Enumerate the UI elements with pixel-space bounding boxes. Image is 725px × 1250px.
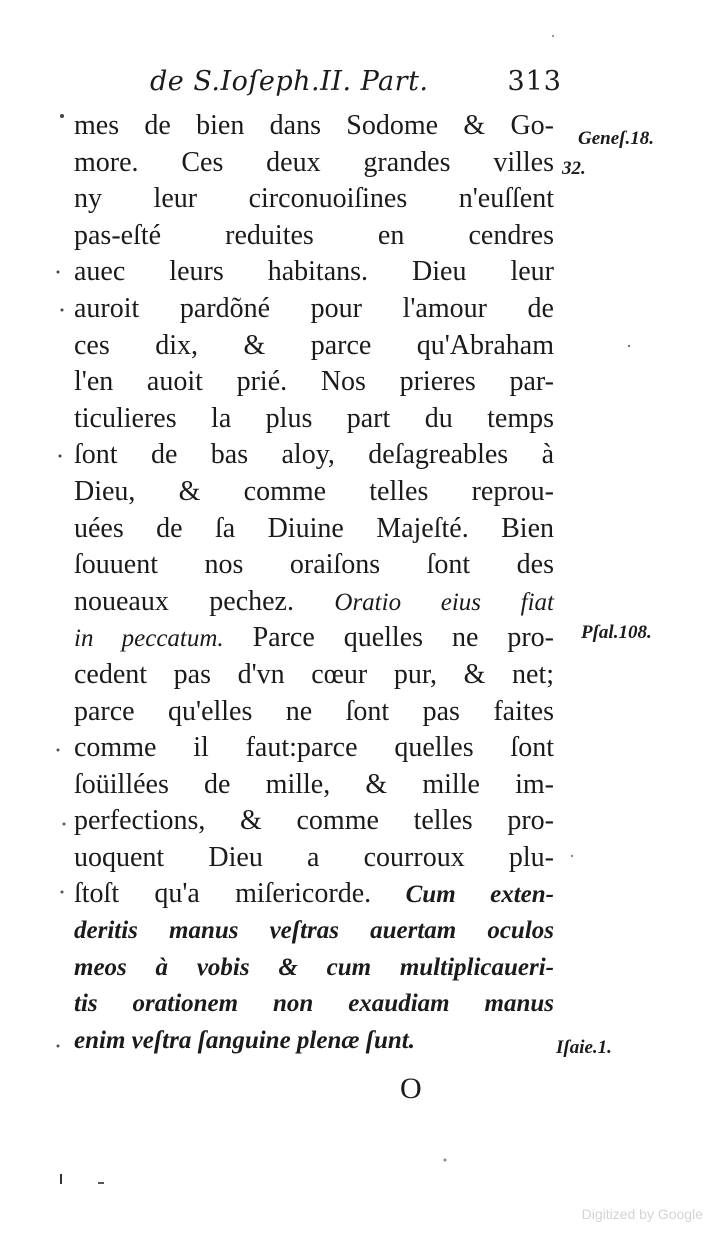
text-line: ſont de bas aloy, deſagreables à bbox=[74, 439, 554, 471]
text-line: cedent pas d'vn cœur pur, & net; bbox=[74, 658, 554, 690]
text-fragment: Parce quelles ne pro- bbox=[223, 622, 554, 654]
running-title: de S.Ioſeph.II. Part. bbox=[150, 66, 429, 97]
margin-note-genesis: Geneſ.18. bbox=[578, 128, 654, 149]
latin-quote: Oratio eius fiat bbox=[334, 588, 554, 616]
text-fragment: noueaux pechez. bbox=[74, 585, 294, 617]
text-line: pas-eſté reduites en cendres bbox=[74, 219, 554, 251]
text-line: uoquent Dieu a courroux plu- bbox=[74, 841, 554, 873]
text-line: auroit pardõné pour l'amour de bbox=[74, 292, 554, 324]
text-line: comme il faut:parce quelles ſont bbox=[74, 732, 554, 764]
text-fragment: ſtoſt qu'a miſericorde. bbox=[74, 878, 372, 910]
latin-line: deritis manus veſtras auertam oculos bbox=[74, 917, 554, 945]
text-line: ces dix, & parce qu'Abraham bbox=[74, 329, 554, 361]
text-line: ticulieres la plus part du temps bbox=[74, 402, 554, 434]
text-line: perfections, & comme telles pro- bbox=[74, 805, 554, 837]
digitization-watermark: Digitized by Google bbox=[581, 1206, 703, 1222]
margin-note-isaiah: Iſaie.1. bbox=[556, 1037, 612, 1058]
text-line: mes de bien dans Sodome & Go- bbox=[74, 110, 554, 141]
text-line: ſoüillées de mille, & mille im- bbox=[74, 768, 554, 800]
text-line: more. Ces deux grandes villes bbox=[74, 146, 554, 178]
margin-note-psalm: Pſal.108. bbox=[581, 622, 652, 643]
latin-line: tis orationem non exaudiam manus bbox=[74, 990, 554, 1018]
catchword: O bbox=[400, 1072, 422, 1105]
text-line: Dieu, & comme telles reprou- bbox=[74, 475, 554, 507]
margin-note-genesis-verse: 32. bbox=[562, 158, 586, 179]
latin-quote: Cum exten- bbox=[371, 881, 554, 909]
text-line: ny leur circonuoiſines n'euſſent bbox=[74, 183, 554, 215]
text-line: ſouuent nos oraiſons ſont des bbox=[74, 549, 554, 581]
text-line: uées de ſa Diuine Majeſté. Bien bbox=[74, 512, 554, 544]
text-line: l'en auoit prié. Nos prieres par- bbox=[74, 366, 554, 398]
latin-line: enim veſtra ſanguine plenæ ſunt. bbox=[74, 1026, 415, 1054]
latin-quote: in peccatum. bbox=[74, 625, 224, 653]
text-line: parce qu'elles ne ſont pas faites bbox=[74, 695, 554, 727]
page-number: 313 bbox=[507, 66, 562, 97]
latin-line: meos à vobis & cum multiplicaueri- bbox=[74, 953, 554, 981]
text-line: auec leurs habitans. Dieu leur bbox=[74, 256, 554, 288]
